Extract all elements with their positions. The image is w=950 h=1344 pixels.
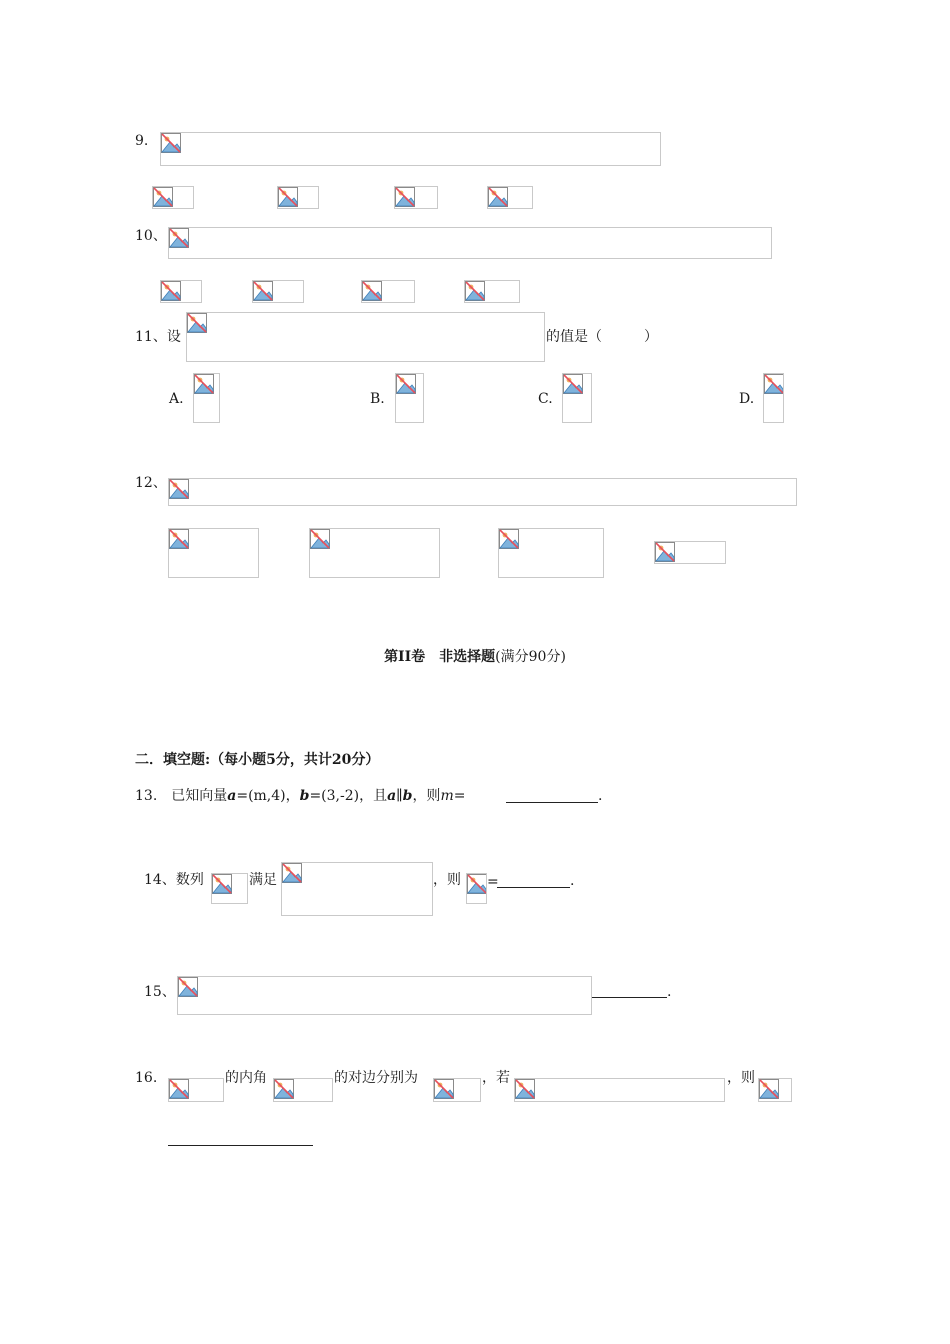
q14-mid: 满足 [249,872,277,888]
q16-target-image [758,1078,792,1102]
part2-score: (满分90分) [495,649,566,665]
q16-sides-image [433,1078,481,1102]
q16-number: 16. [135,1070,158,1086]
q10-stem-image [168,227,772,259]
broken-image-icon [194,374,214,394]
broken-image-icon [515,1079,535,1099]
q13-prefix: 13. 已知向量 [135,788,228,804]
q14-target-image [466,873,487,904]
broken-image-icon [759,1079,779,1099]
q13-vector-b-2: b [402,788,413,804]
q15-answer-blank[interactable] [592,997,667,998]
q10-option-b-image [252,280,304,303]
broken-image-icon [764,374,784,394]
q11-tail: 的值是（ ） [546,329,658,345]
q11-number: 11、设 [135,329,181,345]
broken-image-icon [278,187,298,207]
broken-image-icon [563,374,583,394]
q9-option-c-image [394,186,438,209]
broken-image-icon [169,228,189,248]
broken-image-icon [396,374,416,394]
broken-image-icon [434,1079,454,1099]
broken-image-icon [499,529,519,549]
q11-option-d-image [763,373,784,423]
q9-option-a-image [152,186,194,209]
q13-answer-blank[interactable] [506,802,598,803]
q12-option-a-image [168,528,259,578]
q13-vector-a-2: a [387,788,397,804]
q14-then: ，则 [433,872,461,888]
broken-image-icon [153,187,173,207]
q10-number: 10、 [135,228,167,244]
q11-option-a-image [193,373,220,423]
broken-image-icon [178,977,198,997]
broken-image-icon [282,863,302,883]
q13-a-value: =(m,4)， [236,788,300,804]
broken-image-icon [467,874,487,894]
q11-option-a-label: A. [169,391,184,407]
q12-option-c-image [498,528,604,578]
q10-option-c-image [361,280,415,303]
broken-image-icon [488,187,508,207]
q15-end: . [667,984,672,1000]
q16-text-4: ，则 [727,1070,755,1086]
q13-eq: = [453,788,466,804]
q11-option-b-label: B. [370,391,385,407]
q14-answer-blank[interactable] [497,887,570,888]
q9-option-d-image [487,186,533,209]
broken-image-icon [274,1079,294,1099]
broken-image-icon [310,529,330,549]
q13-line [135,787,465,805]
q13-b-value: =(3,-2)，且 [309,788,388,804]
q13-end: . [598,788,603,804]
broken-image-icon [212,874,232,894]
q14-sequence-image [211,873,248,904]
q12-stem-image [168,478,797,506]
q13-then: ，则 [412,788,441,804]
broken-image-icon [655,542,675,562]
q9-option-b-image [277,186,319,209]
q14-eq: = [487,874,499,890]
q12-option-d-image [654,541,726,564]
broken-image-icon [187,313,207,333]
broken-image-icon [395,187,415,207]
broken-image-icon [169,479,189,499]
q16-text-3: ，若 [482,1070,510,1086]
q11-option-c-label: C. [538,391,553,407]
q11-option-d-label: D. [739,391,755,407]
q14-end: . [570,873,575,889]
q16-text-1: 的内角 [225,1070,267,1086]
q13-vector-b: b [299,788,310,804]
q9-stem-image [160,132,661,166]
q11-option-c-image [562,373,592,423]
q13-vector-a: a [227,788,237,804]
part2-title: 第II卷 非选择题 [384,649,496,665]
broken-image-icon [465,281,485,301]
q10-option-a-image [160,280,202,303]
broken-image-icon [161,133,181,153]
q11-stem-image [186,312,545,362]
q14-number: 14、数列 [144,872,204,888]
q16-answer-blank[interactable] [168,1145,313,1146]
q10-option-d-image [464,280,520,303]
q15-number: 15、 [144,984,176,1000]
q15-stem-image [177,976,592,1015]
q9-number: 9. [135,133,149,149]
broken-image-icon [253,281,273,301]
q13-m: m [440,788,454,804]
q16-triangle-image [168,1078,224,1102]
q16-angles-image [273,1078,333,1102]
part2-heading [0,648,950,666]
q16-condition-image [514,1078,725,1102]
q13-parallel: ∥ [396,788,403,804]
q12-option-b-image [309,528,440,578]
broken-image-icon [161,281,181,301]
broken-image-icon [169,1079,189,1099]
q14-condition-image [281,862,433,916]
broken-image-icon [362,281,382,301]
section2-heading: 二．填空题:（每小题5分，共计20分） [135,752,380,768]
q12-number: 12、 [135,475,167,491]
q16-text-2: 的对边分别为 [334,1070,418,1086]
broken-image-icon [169,529,189,549]
q11-option-b-image [395,373,424,423]
